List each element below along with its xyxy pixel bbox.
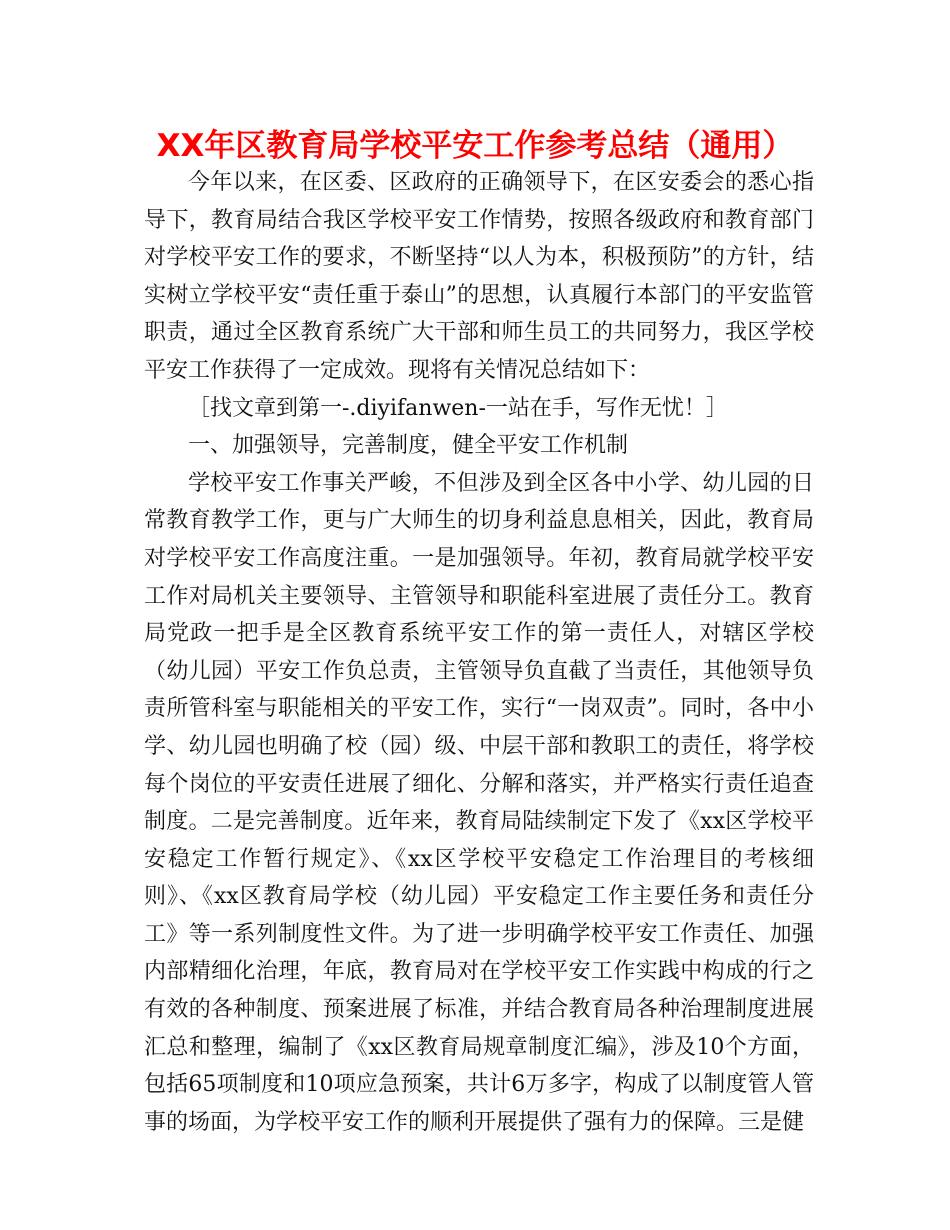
paragraph-intro: 今年以来，在区委、区政府的正确领导下，在区安委会的悉心指导下，教育局结合我区学校平安工作情势，按照各级政府和教育部门对学校平安工作的要求，不断坚持“以人为本，积极预防”的方针，结实树立学校平安“责任重于泰山”的思想，认真履行本部门的平安监管职责，通过全区教育系统广大干部和师生员工的共同努力，我区学校平安工作获得了一定成效。现将有关情况总结如下：	[144, 170, 814, 383]
document-title: XX年区教育局学校平安工作参考总结（通用）	[156, 128, 794, 164]
document-body	[144, 164, 814, 1141]
paragraph-note: ［找文章到第一-.diyifanwen-一站在手，写作无忧！］	[188, 395, 728, 421]
paragraph-section-1: 学校平安工作事关严峻，不但涉及到全区各中小学、幼儿园的日常教育教学工作，更与广大师生的切身利益息息相关，因此，教育局对学校平安工作高度注重。一是加强领导。年初，教育局就学校平安工作对局机关主要领导、主管领导和职能科室进展了责任分工。教育局党政一把手是全区教育系统平安工作的第一责任人，对辖区学校（幼儿园）平安工作负总责，主管领导负直截了当责任，其他领导负责所管科室与职能相关的平安工作，实行“一岗双责”。同时，各中小学、幼儿园也明确了校（园）级、中层干部和教职工的责任，将学校每个岗位的平安责任进展了细化、分解和落实，并严格实行责任追查制度。二是完善制度。近年来，教育局陆续制定下发了《xx区学校平安稳定工作暂行规定》、《xx区学校平安稳定工作治理目的考核细则》、《xx区教育局学校（幼儿园）平安稳定工作主要任务和责任分工》等一系列制度性文件。为了进一步明确学校平安工作责任、加强内部精细化治理，年底，教育局对在学校平安工作实践中构成的行之有效的各种制度、预案进展了标准，并结合教育局各种治理制度进展汇总和整理，编制了《xx区教育局规章制度汇编》，涉及10个方面，包括65项制度和10项应急预案，共计6万多字，构成了以制度管人管事的场面，为学校平安工作的顺利开展提供了强有力的保障。三是健	[144, 470, 814, 1135]
section-heading-1: 一、加强领导，完善制度，健全平安工作机制	[188, 433, 629, 459]
